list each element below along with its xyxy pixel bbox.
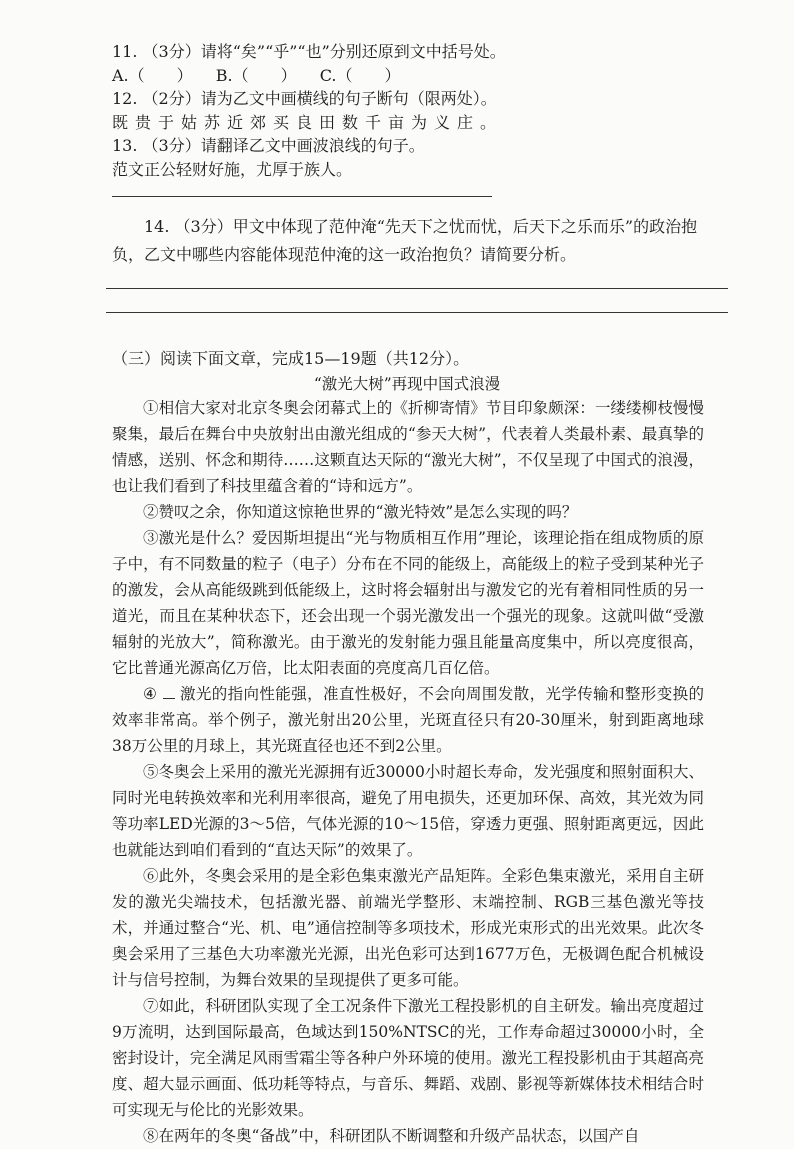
paragraph-8: ⑧在两年的冬奥“备战”中，科研团队不断调整和升级产品状态，以国产自 [143, 1127, 640, 1145]
paragraph-7: ⑦如此，科研团队实现了全工况条件下激光工程投影机的自主研发。输出亮度超过9万流明，达到国际最高，色域达到150%NTSC的光，工作寿命超过30000小时，全密封设计，完全满足风雨雪霜尘等各种户外环境的使用。激光工程投影机由于其超高亮度、超大显示画面、低功耗等特点，与音乐、舞蹈、戏剧、影视等新媒体技术相结合时可实现无与伦比的光影效果。 [112, 997, 704, 1119]
article-title: “激光大树”再现中国式浪漫 [313, 375, 501, 393]
paragraph-5: ⑤冬奥会上采用的激光光源拥有近30000小时超长寿命，发光强度和照射面积大、同时光电转换效率和光利用率很高，避免了用电损失，还更加环保、高效，其光效为同等功率LED光源的3～5倍，气体光源的10～15倍，穿透力更强、照射距离更远，因此也就能达到咱们看到的“直达天际”的效果了。 [112, 763, 704, 859]
question-14-answer-line-2[interactable] [106, 311, 728, 313]
question-13-sentence: 范文正公轻财好施，尤厚于族人。 [112, 159, 353, 179]
paragraph-4 [112, 681, 704, 759]
question-13-answer-line[interactable] [112, 195, 492, 197]
choice-a[interactable]: A.（ ） [112, 65, 193, 85]
paragraph-3: ③激光是什么？爱因斯坦提出“光与物质相互作用”理论，该理论指在组成物质的原子中，有不同数量的粒子（电子）分布在不同的能级上，高能级上的粒子受到某种光子的激发，会从高能级跳到低能级上，这时将会辐射出与激发它的光有着相同性质的另一道光，而且在某种状态下，还会出现一个弱光激发出一个强光的现象。这就叫做“受激辐射的光放大”，简称激光。由于激光的发射能力强且能量高度集中，所以亮度很高，它比普通光源高亿万倍，比太阳表面的亮度高几百亿倍。 [112, 529, 704, 677]
paragraph-1: ①相信大家对北京冬奥会闭幕式上的《折柳寄情》节目印象颇深：一缕缕柳枝慢慢聚集，最后在舞台中央放射出由激光组成的“参天大树”，代表着人类最朴素、最真挚的情感，送别、怀念和期待……这颗直达天际的“激光大树”，不仅呈现了中国式的浪漫，也让我们看到了科技里蕴含着的“诗和远方”。 [112, 399, 704, 495]
paragraph-4-text: 激光的指向性能强，准直性极好，不会向周围发散，光学传输和整形变换的效率非常高。举个例子，激光射出20公里，光斑直径只有20-30厘米，射到距离地球38万公里的月球上，其光斑直径也还不到2公里。 [112, 685, 704, 755]
question-11-choices [112, 64, 702, 88]
question-11: 11. （3分）请将“矣”“乎”“也”分别还原到文中括号处。 [112, 42, 506, 61]
choice-b[interactable]: B.（ ） [215, 65, 297, 85]
question-14-answer-line-1[interactable] [106, 287, 728, 289]
section-heading: （三）阅读下面文章，完成15—19题（共12分）。 [112, 349, 470, 368]
paragraph-2: ②赞叹之余，你知道这惊艳世界的“激光特效”是怎么实现的吗？ [143, 503, 578, 521]
question-14: 14. （3分）甲文中体现了范仲淹“先天下之忧而忧，后天下之乐而乐”的政治抱负，乙文中哪些内容能体现范仲淹的这一政治抱负？请简要分析。 [112, 217, 698, 264]
question-12-sentence: 既贵于姑苏近郊买良田数千亩为义庄。 [112, 112, 504, 132]
question-12: 12. （2分）请为乙文中画横线的句子断句（限两处）。 [112, 89, 497, 108]
choice-c[interactable]: C.（ ） [319, 65, 401, 85]
paragraph-4-blank[interactable] [163, 684, 175, 699]
paragraph-6: ⑥此外，冬奥会采用的是全彩色集束激光产品矩阵。全彩色集束激光，采用自主研发的激光尖端技术，包括激光器、前端光学整形、末端控制、RGB三基色激光等技术，并通过整合“光、机、电”通信控制等多项技术，形成光束形式的出光效果。此次冬奥会采用了三基色大功率激光光源，出光色彩可达到1677万色，无极调色配合机械设计与信号控制，为舞台效果的呈现提供了更多可能。 [112, 867, 704, 989]
paragraph-4-number: ④ [143, 685, 158, 703]
question-13: 13. （3分）请翻译乙文中画波浪线的句子。 [112, 136, 425, 155]
